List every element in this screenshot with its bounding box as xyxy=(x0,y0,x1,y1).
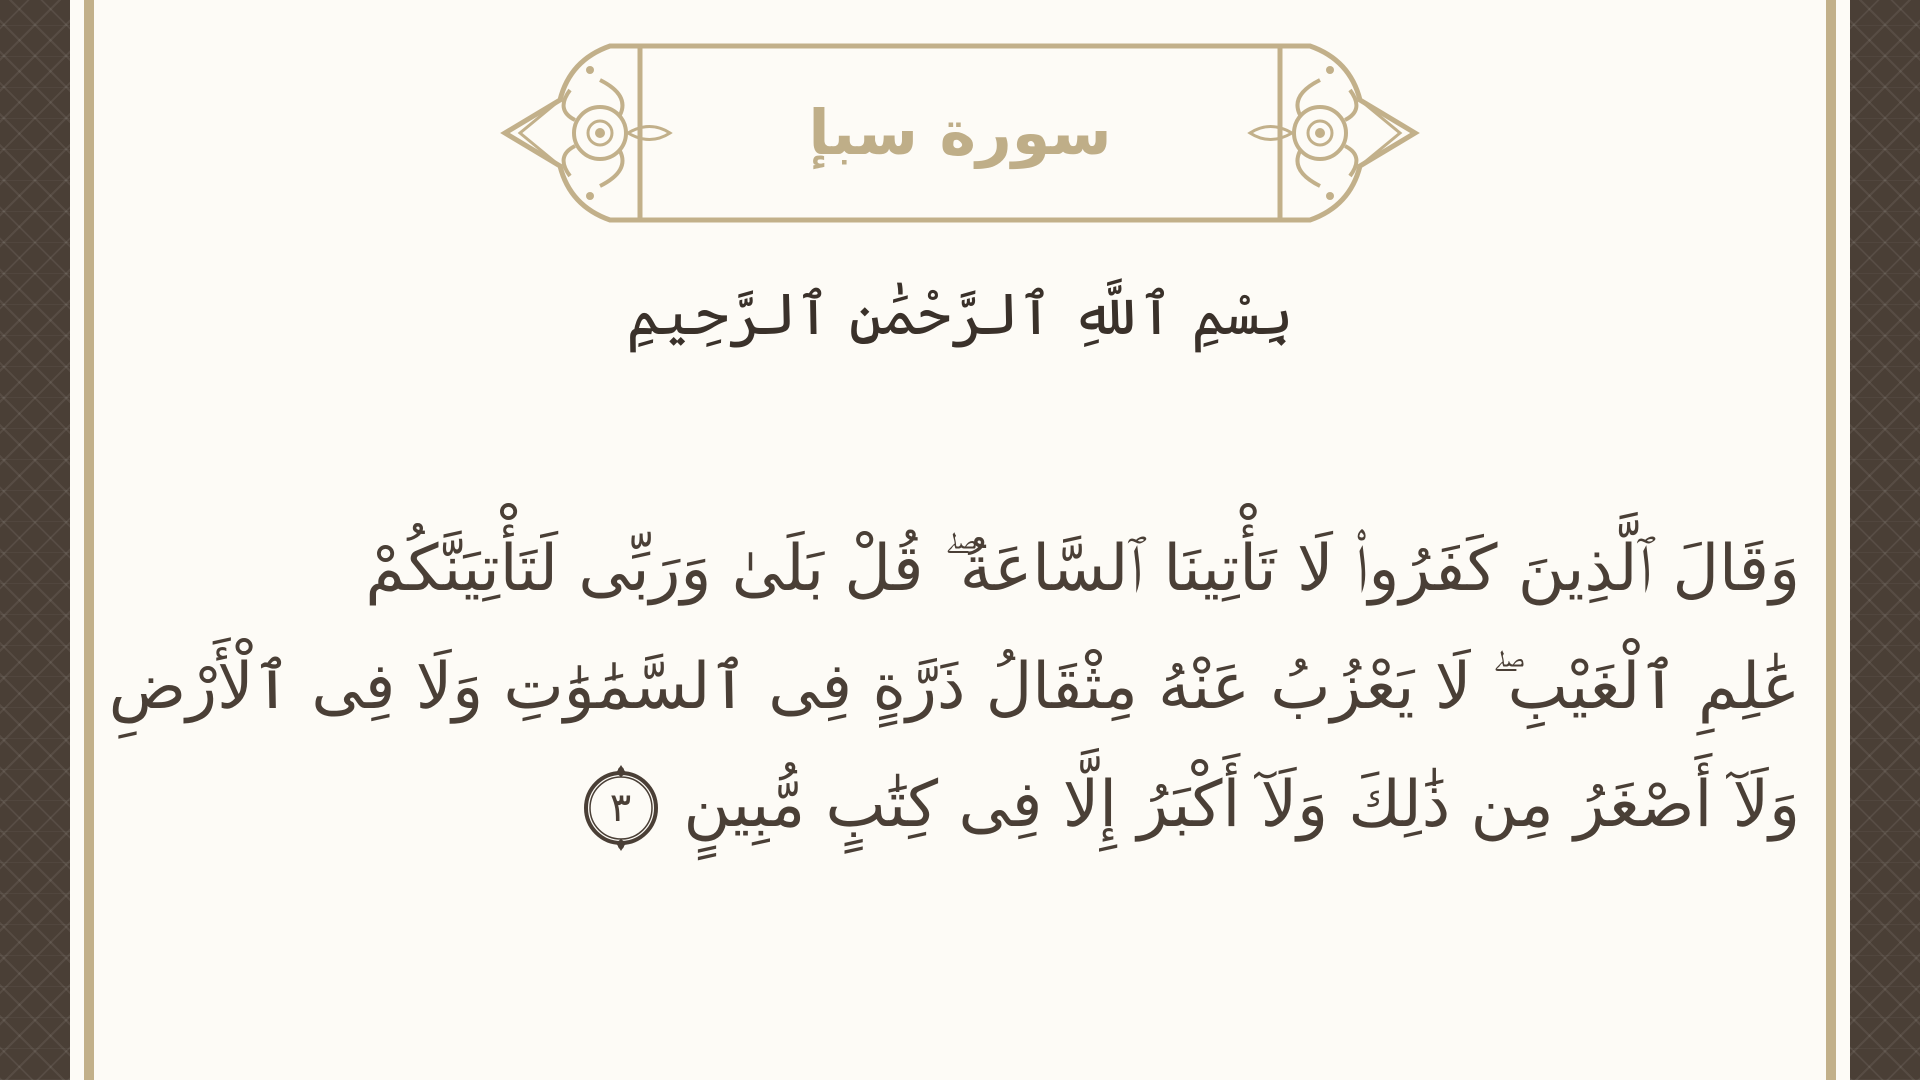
ayah-end-marker xyxy=(578,765,664,851)
right-gold-rule xyxy=(1826,0,1836,1080)
surah-title-cartouche xyxy=(500,40,1420,226)
left-gold-rule xyxy=(84,0,94,1080)
ayah-number: ٣ xyxy=(609,785,632,832)
verse-line-3 xyxy=(170,746,1800,864)
verse-text xyxy=(108,510,1800,864)
basmala: بِسْمِ ٱللَّهِ ٱلرَّحْمَٰنِ ٱلرَّحِيمِ xyxy=(626,280,1294,348)
surah-title: سورة سبإ xyxy=(808,96,1112,169)
right-pattern-border xyxy=(1850,0,1920,1080)
verse-line-2: عَٰلِمِ ٱلْغَيْبِ ۖ لَا يَعْزُبُ عَنْهُ مِثْقَالُ ذَرَّةٍ فِى ٱلسَّمَٰوَٰتِ وَلَا فِى ٱلْأَرْضِ xyxy=(108,650,1800,724)
verse-line-1: وَقَالَ ٱلَّذِينَ كَفَرُوا۟ لَا تَأْتِينَا ٱلسَّاعَةُ ۖ قُلْ بَلَىٰ وَرَبِّى لَتَأْتِيَنَّكُمْ xyxy=(365,532,1800,606)
verse-line-3-text: وَلَآ أَصْغَرُ مِن ذَٰلِكَ وَلَآ أَكْبَرُ إِلَّا فِى كِتَٰبٍ مُّبِينٍ xyxy=(683,768,1800,842)
left-pattern-border xyxy=(0,0,70,1080)
